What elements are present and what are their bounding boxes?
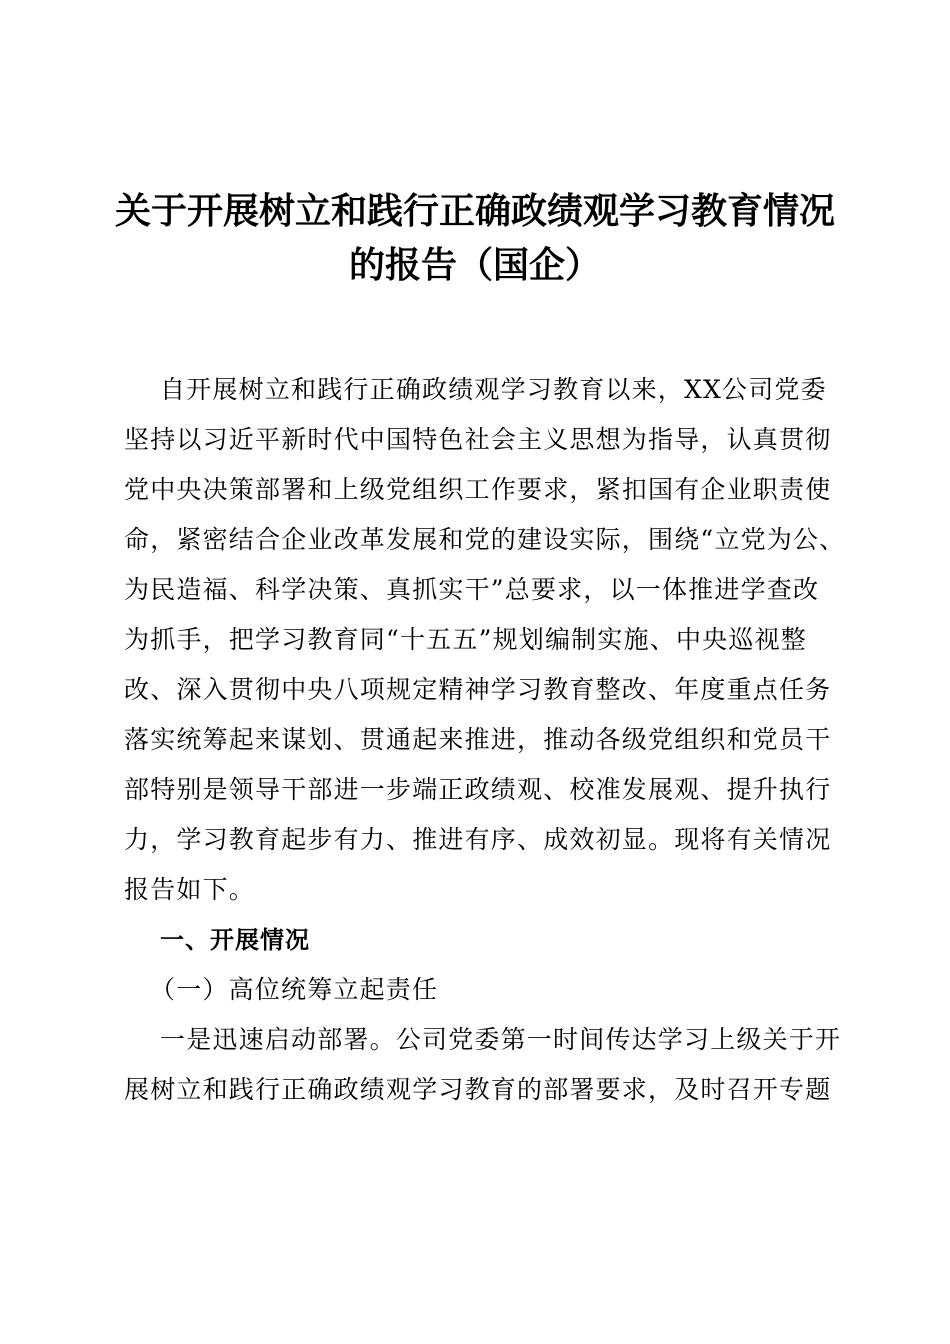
- section-1-heading: 一、开展情况: [160, 926, 310, 954]
- intro-line-9: 部特别是领导干部进一步端正政绩观、校准发展观、提升执行: [124, 775, 832, 804]
- intro-line-6: 为抓手，把学习教育同“十五五”规划编制实施、中央巡视整: [124, 625, 807, 654]
- intro-line-5: 为民造福、科学决策、真抓实干”总要求，以一体推进学查改: [124, 575, 820, 604]
- title-line-2: 的报告（国企）: [348, 244, 601, 286]
- paragraph-2-line-1: 一是迅速启动部署。公司党委第一时间传达学习上级关于开: [160, 1025, 842, 1054]
- intro-line-3: 党中央决策部署和上级党组织工作要求，紧扣国有企业职责使: [124, 475, 832, 504]
- intro-line-4: 命，紧密结合企业改革发展和党的建设实际，围绕“立党为公、: [124, 525, 846, 554]
- intro-line-1: 自开展树立和践行正确政绩观学习教育以来，XX公司党委: [160, 375, 827, 404]
- intro-line-11: 报告如下。: [124, 875, 256, 904]
- title-line-1: 关于开展树立和践行正确政绩观学习教育情况: [114, 190, 835, 232]
- intro-line-2: 坚持以习近平新时代中国特色社会主义思想为指导，认真贯彻: [124, 425, 832, 454]
- intro-line-10: 力，学习教育起步有力、推进有序、成效初显。现将有关情况: [124, 825, 832, 854]
- subsection-1-heading: （一）高位统筹立起责任: [150, 975, 439, 1004]
- intro-line-7: 改、深入贯彻中央八项规定精神学习教育整改、年度重点任务: [124, 675, 832, 704]
- intro-line-8: 落实统筹起来谋划、贯通起来推进，推动各级党组织和党员干: [124, 725, 832, 754]
- paragraph-2-line-2: 展树立和践行正确政绩观学习教育的部署要求，及时召开专题: [124, 1075, 832, 1104]
- document-title: [110, 184, 840, 292]
